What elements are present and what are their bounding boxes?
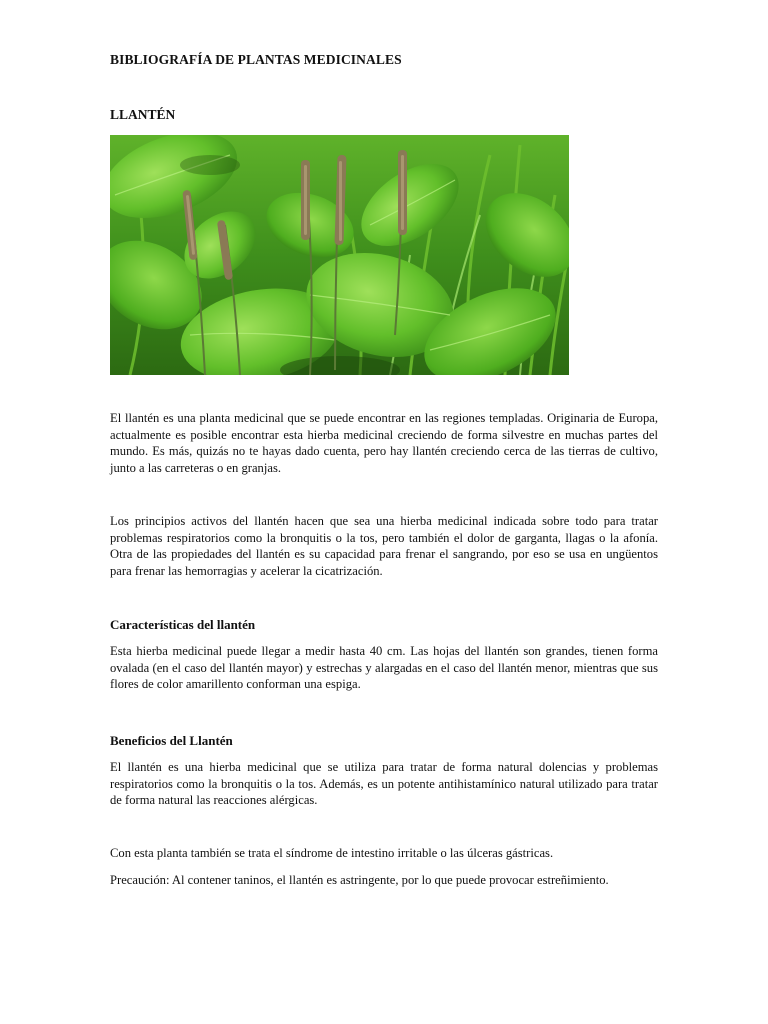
intro-paragraph-2: Los principios activos del llantén hacen que sea una hierba medicinal indicada sobre todo para tratar problemas respiratorios como la bronquitis o la tos, pero también el dolor de garganta, llagas o la afonía. Otra de las propiedades del llantén es su capacidad para frenar el sangrando, por eso se usa en ungüentos para frenar las hemorragias y acelerar la cicatrización.	[110, 514, 658, 578]
plantain-photo	[110, 135, 569, 375]
section-heading-caracteristicas: Características del llantén	[110, 617, 256, 632]
beneficios-paragraph: El llantén es una hierba medicinal que se utiliza para tratar de forma natural dolencias y problemas respiratorios como la bronquitis o la tos. Además, es un potente antihistamínico natural utilizado para tratar de forma natural las reacciones alérgicas.	[110, 760, 658, 808]
plantain-illustration	[110, 135, 569, 375]
plant-heading: LLANTÉN	[110, 107, 176, 122]
caracteristicas-paragraph: Esta hierba medicinal puede llegar a medir hasta 40 cm. Las hojas del llantén son grandes, tienen forma ovalada (en el caso del llantén mayor) y estrechas y alargadas en el caso del llantén menor, mientras que sus flores de color amarillento conforman una espiga.	[110, 644, 658, 692]
document-title: BIBLIOGRAFÍA DE PLANTAS MEDICINALES	[110, 52, 402, 67]
precaution-paragraph: Precaución: Al contener taninos, el llantén es astringente, por lo que puede provocar estreñimiento.	[110, 873, 609, 887]
intro-paragraph-1: El llantén es una planta medicinal que se puede encontrar en las regiones templadas. Originaria de Europa, actualmente es posible encontrar esta hierba medicinal creciendo de forma silvestre en muchas partes del mundo. Es más, quizás no te hayas dado cuenta, pero hay llantén creciendo cerca de las tierras de cultivo, junto a las carreteras o en granjas.	[110, 411, 658, 475]
beneficios-extra-paragraph: Con esta planta también se trata el síndrome de intestino irritable o las úlceras gástricas.	[110, 846, 554, 860]
section-heading-beneficios: Beneficios del Llantén	[110, 733, 233, 748]
